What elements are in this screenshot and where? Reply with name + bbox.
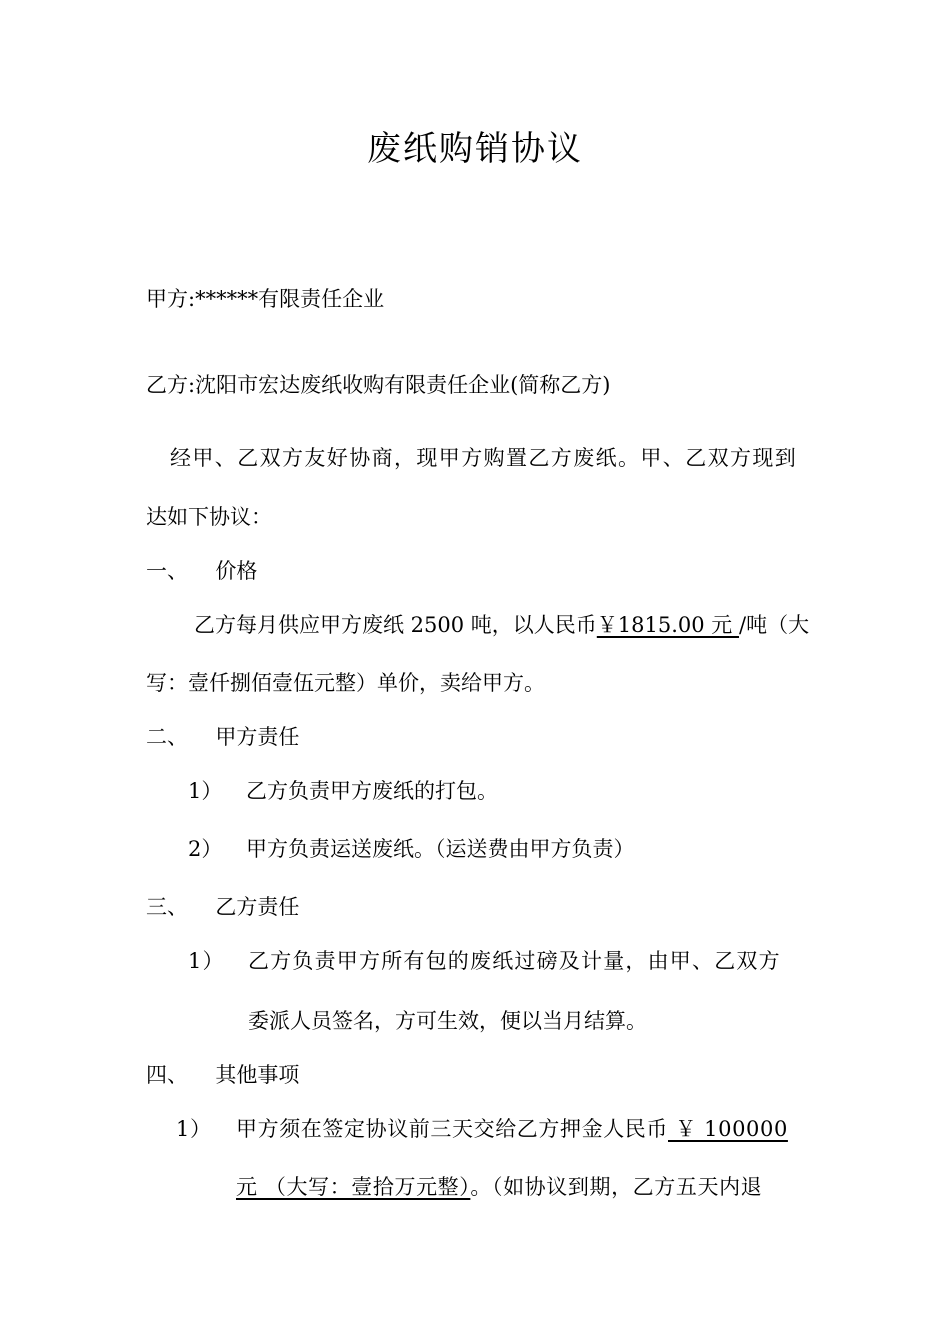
section-4-item-1-line-2 <box>236 1172 762 1202</box>
section-3-item-1-line-1 <box>188 946 781 976</box>
section-2-title: 甲方责任 <box>215 725 300 749</box>
intro-line-1: 经甲、乙双方友好协商，现甲方购置乙方废纸。甲、乙双方现到 <box>170 446 798 470</box>
party-a: 甲方:******有限责任企业 <box>146 287 385 311</box>
section-4-item-1-amount-words: 元 （大写：壹拾万元整） <box>236 1175 471 1199</box>
section-1-title: 价格 <box>215 559 258 583</box>
section-3-title: 乙方责任 <box>215 895 300 919</box>
section-1-number: 一、 <box>146 559 188 583</box>
section-1-line-2: 写：壹仟捌佰壹伍元整）单价，卖给甲方。 <box>146 671 545 695</box>
intro-line-2: 达如下协议： <box>146 505 272 529</box>
section-3-item-1-text: 乙方负责甲方所有包的废纸过磅及计量，由甲、乙双方 <box>248 949 781 973</box>
section-4-number: 四、 <box>146 1063 188 1087</box>
section-1-price: ￥1815.00 元 <box>596 613 739 637</box>
party-b: 乙方:沈阳市宏达废纸收购有限责任企业(简称乙方) <box>146 373 611 397</box>
section-2-item-1-number: 1） <box>188 779 223 803</box>
section-3-number: 三、 <box>146 895 188 919</box>
section-4-item-1-text: 甲方须在签定协议前三天交给乙方押金人民币 <box>236 1117 668 1141</box>
section-4-item-1-text-post: 。（如协议到期，乙方五天内退 <box>470 1175 763 1199</box>
section-3-item-1-number: 1） <box>188 949 225 973</box>
section-2-item-2-text: 甲方负责运送废纸。（运送费由甲方负责） <box>246 837 635 861</box>
section-2-item-2 <box>188 834 635 864</box>
section-1-text-post: /吨（大 <box>739 613 810 637</box>
section-3-item-1-line-2: 委派人员签名，方可生效，便以当月结算。 <box>248 1009 647 1033</box>
document-title: 废纸购销协议 <box>367 129 583 169</box>
section-4-item-1-line-1 <box>176 1114 788 1144</box>
section-2-heading <box>146 722 299 752</box>
section-4-heading <box>146 1060 299 1090</box>
section-4-item-1-amount: ￥ 100000 <box>668 1117 788 1141</box>
section-2-item-1 <box>188 776 498 806</box>
section-2-item-2-number: 2） <box>188 837 223 861</box>
section-1-text-pre: 乙方每月供应甲方废纸 2500 吨，以人民币 <box>194 613 597 637</box>
section-1-line-1 <box>194 610 809 640</box>
section-3-heading <box>146 892 299 922</box>
section-1-heading <box>146 556 257 586</box>
section-2-number: 二、 <box>146 725 188 749</box>
section-2-item-1-text: 乙方负责甲方废纸的打包。 <box>246 779 498 803</box>
section-4-title: 其他事项 <box>215 1063 300 1087</box>
section-4-item-1-number: 1） <box>176 1117 212 1141</box>
